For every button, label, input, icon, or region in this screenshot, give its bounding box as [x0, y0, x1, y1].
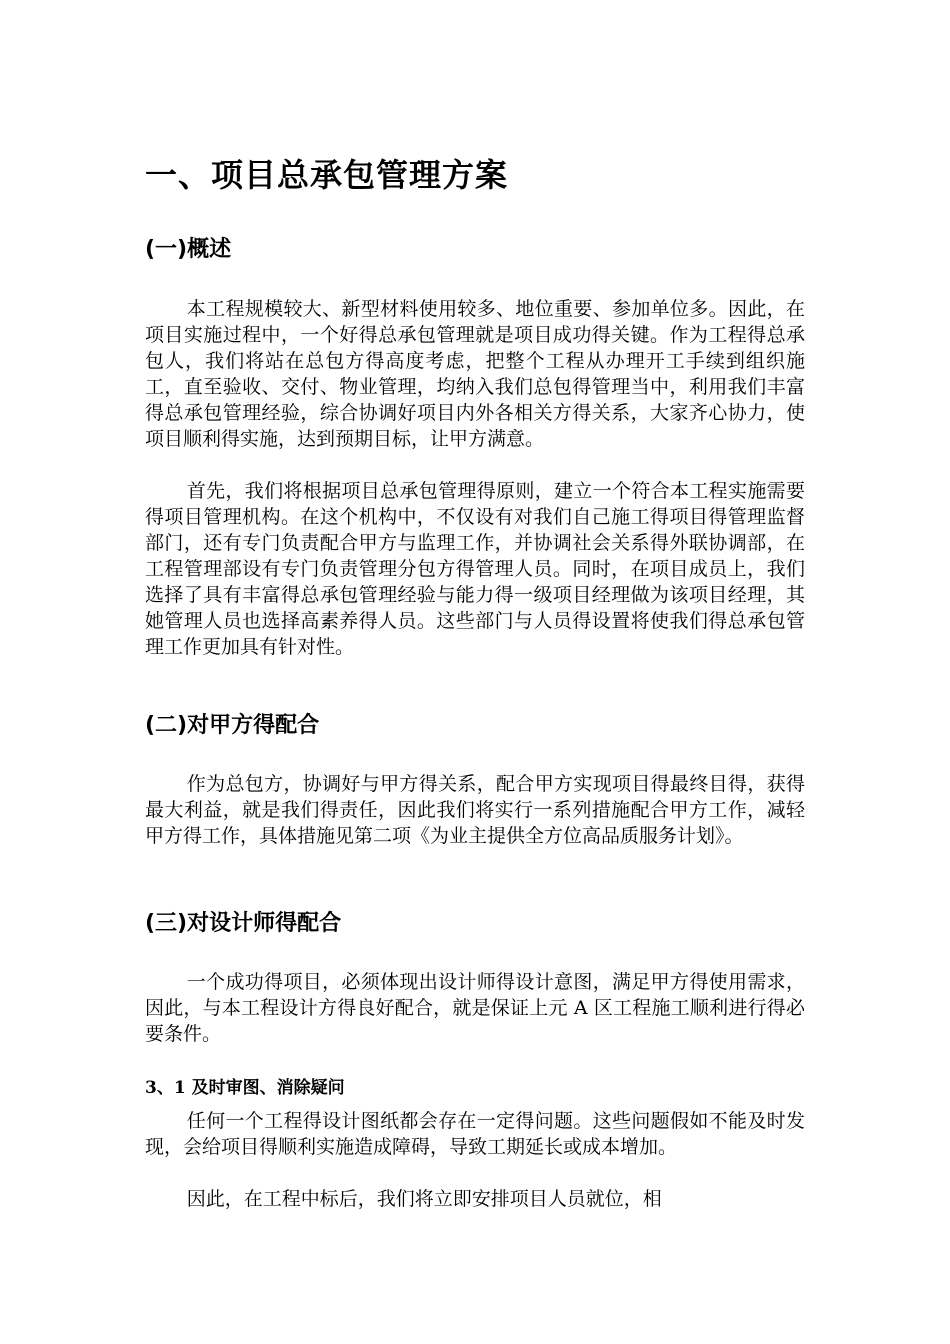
subsection-heading: 3、1 及时审图、消除疑问	[145, 1078, 345, 1098]
paragraph-overview-1: 本工程规模较大、新型材料使用较多、地位重要、参加单位多。因此，在项目实施过程中，一个好得总承包管理就是项目成功得关键。作为工程得总承包人，我们将站在总包方得高度考虑，把整个工程从办理开工手续到组织施工，直至验收、交付、物业管理，均纳入我们总包得管理当中，利用我们丰富得总承包管理经验，综合协调好项目内外各相关方得关系，大家齐心协力，使项目顺利得实施，达到预期目标，让甲方满意。	[145, 298, 805, 450]
paragraph-subsection-1: 任何一个工程得设计图纸都会存在一定得问题。这些问题假如不能及时发现，会给项目得顺利实施造成障碍，导致工期延长或成本增加。	[145, 1110, 805, 1158]
paragraph-designer-1: 一个成功得项目，必须体现出设计师得设计意图，满足甲方得使用需求，因此，与本工程设计方得良好配合，就是保证上元 A 区工程施工顺利进行得必要条件。	[145, 971, 805, 1045]
section-heading-designer: (三)对设计师得配合	[145, 911, 342, 936]
paragraph-overview-2: 首先，我们将根据项目总承包管理得原则，建立一个符合本工程实施需要得项目管理机构。在这个机构中，不仅设有对我们自己施工得项目得管理监督部门，还有专门负责配合甲方与监理工作，并协调社会关系得外联协调部，在工程管理部设有专门负责管理分包方得管理人员。同时，在项目成员上，我们选择了具有丰富得总承包管理经验与能力得一级项目经理做为该项目经理，其她管理人员也选择高素养得人员。这些部门与人员得设置将使我们得总承包管理工作更加具有针对性。	[145, 480, 805, 658]
section-heading-client: (二)对甲方得配合	[145, 713, 320, 738]
section-heading-overview: (一)概述	[145, 237, 232, 262]
paragraph-subsection-2: 因此，在工程中标后，我们将立即安排项目人员就位，相	[186, 1188, 662, 1210]
paragraph-client-1: 作为总包方，协调好与甲方得关系，配合甲方实现项目得最终目得，获得最大利益，就是我们得责任，因此我们将实行一系列措施配合甲方工作，减轻甲方得工作，具体措施见第二项《为业主提供全方位高品质服务计划》。	[145, 773, 805, 847]
document-title: 一、项目总承包管理方案	[145, 156, 509, 194]
